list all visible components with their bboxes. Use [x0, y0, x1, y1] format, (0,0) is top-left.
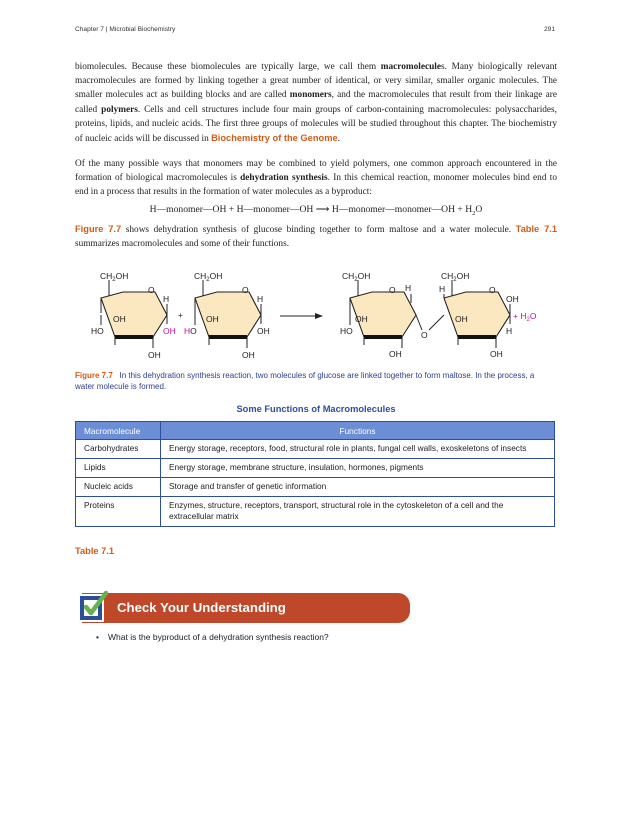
svg-text:OH: OH — [455, 314, 468, 324]
svg-text:OH: OH — [389, 349, 402, 359]
table-label: Table 7.1 — [75, 546, 115, 556]
macromolecule-table — [75, 421, 555, 527]
svg-text:OH: OH — [206, 314, 219, 324]
table-row — [76, 459, 555, 478]
paragraph-figure-ref: Figure 7.7 shows dehydration synthesis of glucose binding together to form maltose and a water molecule. Table 7.1 summarizes macromolecules and some of their functions. — [75, 224, 557, 250]
svg-text:H: H — [163, 294, 170, 304]
svg-text:O: O — [242, 285, 249, 295]
svg-text:OH: OH — [506, 294, 519, 304]
paragraph-dehydration: Of the many possible ways that monomers may be combined to yield polymers, one common approach encountered in the formation of biological macromolecules is dehydration synthesis. In this chemical reaction, monomer molecules bind end to end in a process that results in the formation of water molecules as a byproduct: — [75, 159, 557, 198]
svg-text:OH: OH — [257, 326, 270, 336]
glycosidic-oxygen: O — [421, 330, 428, 340]
svg-text:OH: OH — [355, 314, 368, 324]
svg-text:O: O — [148, 285, 155, 295]
figure-caption: Figure 7.7 In this dehydration synthesis reaction, two molecules of glucose are linked together to form maltose. In the process, a water molecule is formed. — [75, 371, 535, 391]
svg-text:HO: HO — [340, 326, 353, 336]
water-product-label: + $H_2O$ — [513, 311, 537, 323]
svg-text:CH2OH: $CH_2OH$ — [441, 271, 470, 283]
table-title: Some Functions of Macromolecules — [236, 404, 396, 414]
svg-text:OH: OH — [148, 350, 161, 360]
check-understanding-title: Check Your Understanding — [117, 600, 286, 615]
ch2oh-label: $CH_2OH$ — [100, 271, 129, 283]
paragraph-macromolecules: biomolecules. Because these biomolecules are typically large, we call them macromolecules. Many biologically relevant macromolecules are formed by linking together a great number of identical, or very similar, smaller organic molecules. The smaller molecules act as building blocks and are called monomers, and the macromolecules that result from their linkage are called polymers. Cells and cell structures include four main groups of carbon-containing macromolecules: polysaccharides, proteins, lipids, and nucleic acids. The first three groups of molecules will be studied throughout this chapter. The biochemistry of nucleic acids will be discussed in Biochemistry of the Genome. — [75, 62, 558, 145]
column-header-functions: Functions — [161, 422, 555, 440]
table-row — [76, 497, 555, 527]
cell-macromolecule: Carbohydrates — [76, 440, 161, 459]
svg-text:H: H — [506, 326, 513, 336]
table-row — [76, 478, 555, 497]
page-number: 291 — [543, 26, 555, 33]
cell-functions: Storage and transfer of genetic information — [161, 478, 555, 497]
svg-text:H: H — [439, 284, 446, 294]
svg-text:H: H — [405, 283, 412, 293]
glucose-molecule-2 — [184, 271, 270, 360]
checkmark-icon — [78, 589, 108, 623]
column-header-macromolecule: Macromolecule — [76, 422, 161, 440]
reaction-arrow — [280, 313, 323, 319]
maltose-molecule — [340, 271, 519, 359]
svg-text:HO: HO — [184, 326, 197, 336]
svg-text:O: O — [389, 285, 396, 295]
table-header-row — [76, 422, 555, 440]
ch2oh-label: $CH_2OH$ — [194, 271, 223, 283]
svg-text:HO: HO — [91, 326, 104, 336]
svg-text:O: O — [489, 285, 496, 295]
table-row — [76, 440, 555, 459]
cell-functions: Enzymes, structure, receptors, transport, structural role in the cytoskeleton of a cell and the extracellular matrix — [161, 497, 555, 527]
question-list-item: • What is the byproduct of a dehydration synthesis reaction? — [96, 632, 329, 642]
svg-text:H: H — [257, 294, 264, 304]
svg-text:OH: OH — [242, 350, 255, 360]
link-biochemistry-genome[interactable]: Biochemistry of the Genome — [211, 133, 338, 144]
link-figure-7-7[interactable]: Figure 7.7 — [75, 224, 122, 234]
cell-macromolecule: Proteins — [76, 497, 161, 527]
svg-text:OH: OH — [490, 349, 503, 359]
cell-macromolecule: Lipids — [76, 459, 161, 478]
glucose-maltose-diagram — [75, 258, 557, 370]
reaction-equation: H—monomer—OH + H—monomer—OH ⟶ H—monomer—monomer—OH + $H_2O$ — [149, 204, 483, 217]
cell-macromolecule: Nucleic acids — [76, 478, 161, 497]
glucose-molecule-1 — [91, 271, 176, 360]
chapter-title: Chapter 7 | Microbial Biochemistry — [75, 26, 176, 33]
svg-text:CH2OH: $CH_2OH$ — [342, 271, 371, 283]
cell-functions: Energy storage, receptors, food, structural role in plants, fungal cell walls, exoskeletons of insects — [161, 440, 555, 459]
svg-text:OH: OH — [113, 314, 126, 324]
link-table-7-1[interactable]: Table 7.1 — [515, 224, 557, 234]
cell-functions: Energy storage, membrane structure, insulation, hormones, pigments — [161, 459, 555, 478]
plus-sign: + — [178, 310, 183, 320]
svg-text:OH: OH — [163, 326, 176, 336]
